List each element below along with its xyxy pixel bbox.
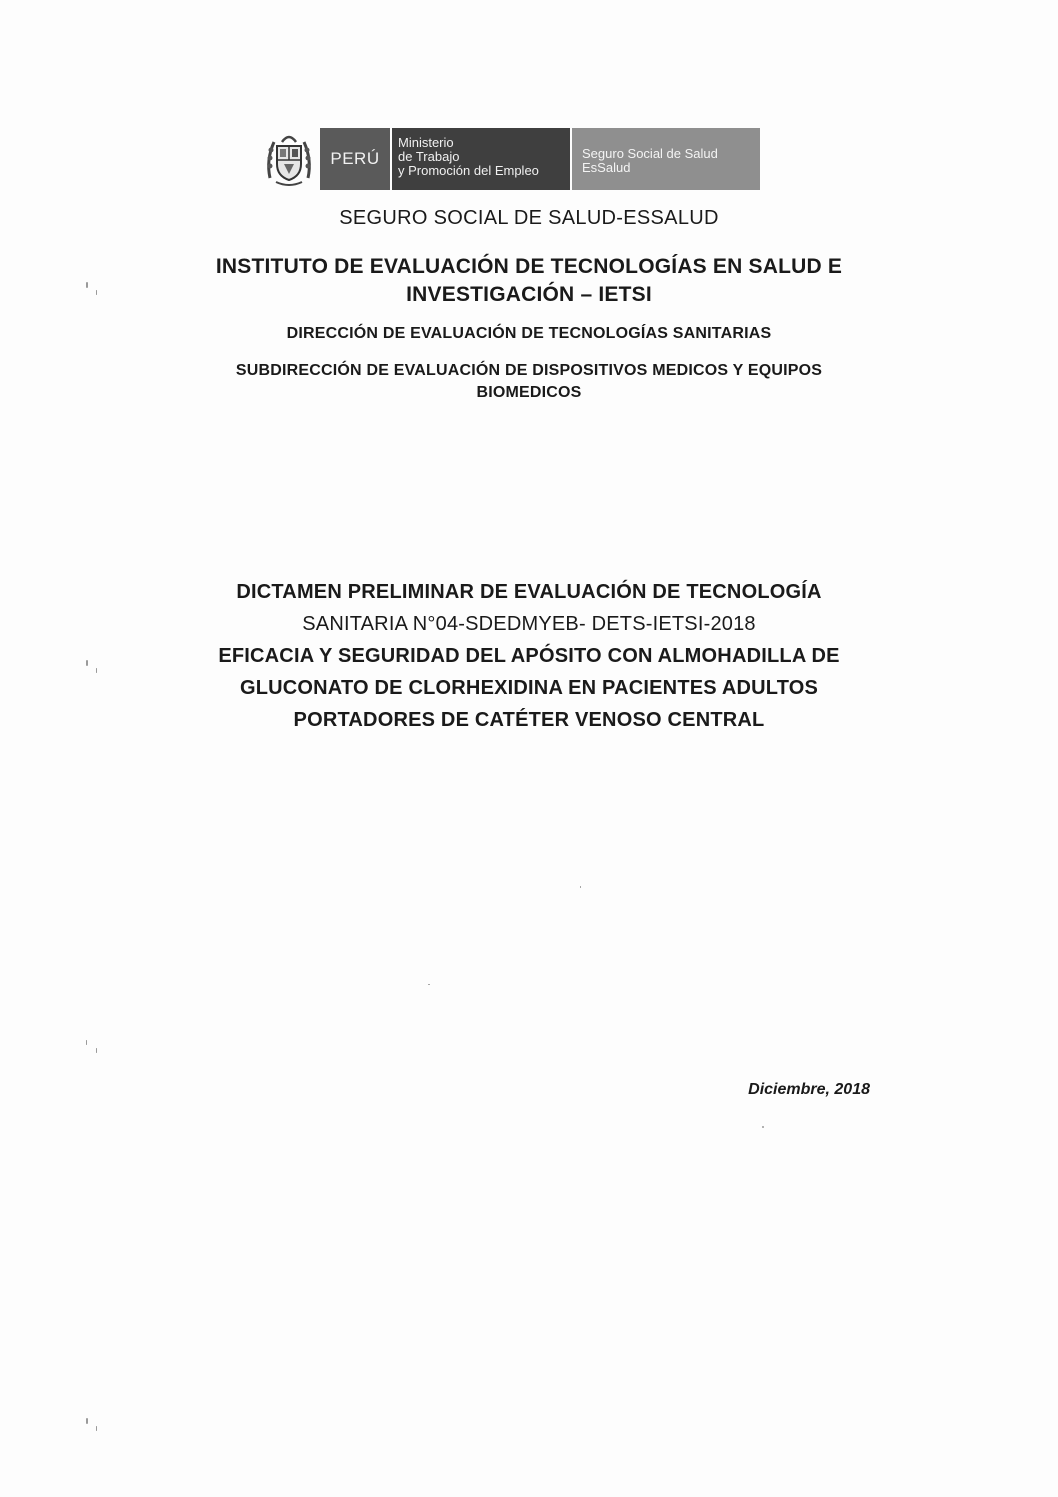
report-title-line-4: GLUCONATO DE CLORHEXIDINA EN PACIENTES ADULTOS: [239, 677, 819, 699]
header-logo-band: [262, 128, 770, 190]
scan-speck: [96, 1426, 97, 1431]
essalud-logo-text: [572, 128, 760, 190]
ministry-line-1: Ministerio: [398, 135, 454, 150]
scan-speck: [96, 668, 97, 673]
subdirection-heading-line-2: BIOMEDICOS: [476, 384, 582, 401]
scan-speck: [762, 1126, 764, 1128]
subdirection-heading-line-1: SUBDIRECCIÓN DE EVALUACIÓN DE DISPOSITIVOS MEDICOS Y EQUIPOS: [235, 362, 823, 379]
subdirection-heading: [0, 360, 1058, 404]
institute-heading-line-2: INVESTIGACIÓN – IETSI: [406, 283, 652, 306]
report-title-line-2: SANITARIA N°04-SDEDMYEB- DETS-IETSI-2018: [302, 613, 756, 635]
institution-name: SEGURO SOCIAL DE SALUD-ESSALUD: [339, 207, 719, 229]
ministry-logo-text: [392, 128, 570, 190]
scan-speck: [86, 660, 88, 666]
ministry-line-3: y Promoción del Empleo: [398, 163, 539, 178]
report-title-line-5: PORTADORES DE CATÉTER VENOSO CENTRAL: [293, 709, 765, 731]
peru-coat-of-arms-icon: [262, 128, 316, 190]
ministry-line-2: de Trabajo: [398, 149, 460, 164]
report-title: [0, 576, 1058, 736]
report-title-line-3: EFICACIA Y SEGURIDAD DEL APÓSITO CON ALMOHADILLA DE: [218, 645, 840, 667]
institute-heading: [0, 253, 1058, 309]
peru-label: PERÚ: [320, 128, 390, 190]
essalud-line-2: EsSalud: [582, 160, 631, 175]
direction-heading: DIRECCIÓN DE EVALUACIÓN DE TECNOLOGÍAS SANITARIAS: [286, 325, 772, 342]
scan-speck: [580, 886, 581, 888]
scan-speck: [96, 1048, 97, 1053]
scan-speck: [86, 1418, 88, 1424]
institute-heading-line-1: INSTITUTO DE EVALUACIÓN DE TECNOLOGÍAS EN SALUD E: [215, 255, 843, 278]
report-date: Diciembre, 2018: [748, 1081, 870, 1098]
scan-speck: [428, 984, 430, 985]
essalud-line-1: Seguro Social de Salud: [582, 146, 718, 161]
report-title-line-1: DICTAMEN PRELIMINAR DE EVALUACIÓN DE TECNOLOGÍA: [236, 581, 822, 603]
scan-speck: [86, 1040, 87, 1045]
scan-speck: [96, 290, 97, 295]
scan-speck: [86, 282, 88, 288]
